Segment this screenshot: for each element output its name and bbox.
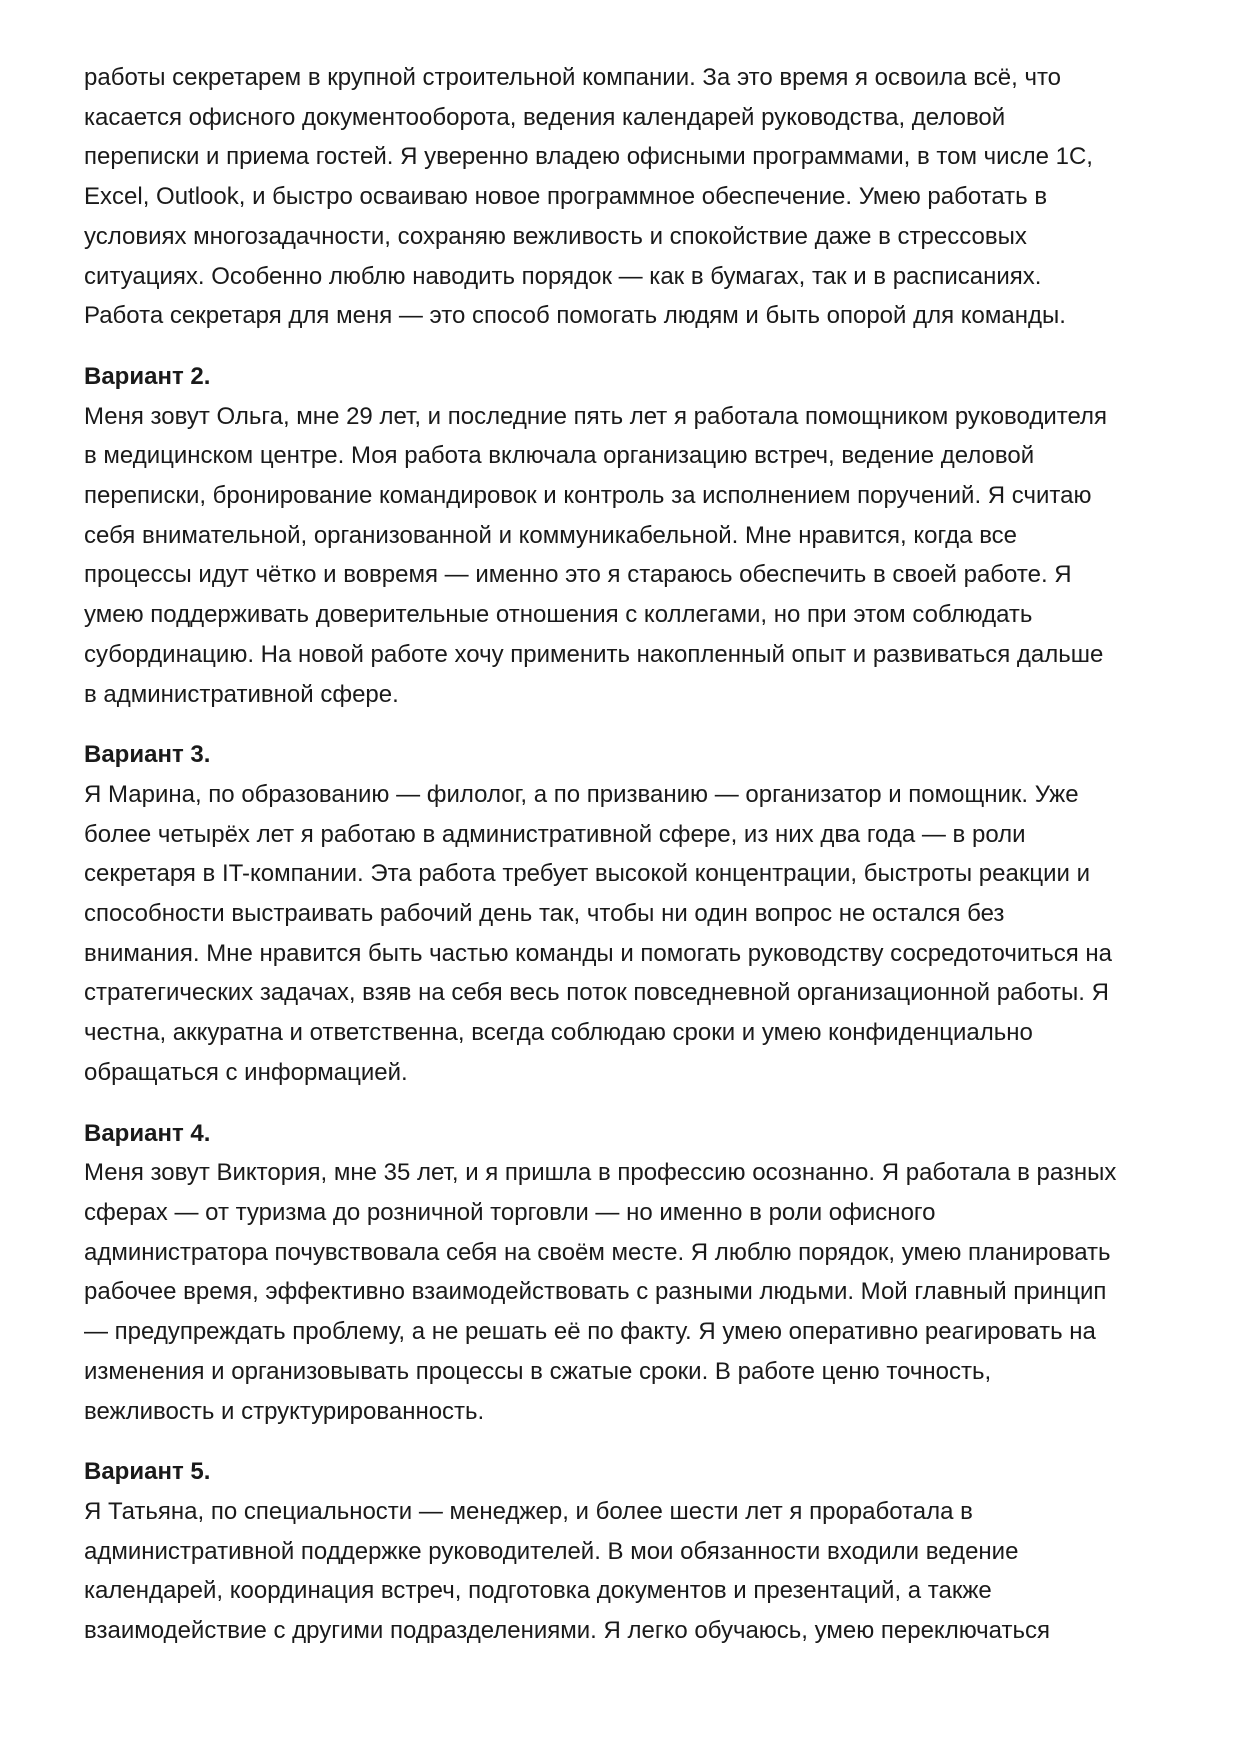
variant-3-section <box>84 735 1164 1092</box>
variant-heading: Вариант 4. <box>84 1119 211 1147</box>
paragraph-line: процессы идут чётко и вовремя — именно это я стараюсь обеспечить в своей работе. Я <box>84 561 1072 589</box>
paragraph-line: администратора почувствовала себя на своём месте. Я люблю порядок, умею планировать <box>84 1238 1111 1266</box>
paragraph-line: в медицинском центре. Моя работа включала организацию встреч, ведение деловой <box>84 442 1035 470</box>
paragraph-line: стратегических задачах, взяв на себя весь поток повседневной организационной работы. Я <box>84 979 1109 1007</box>
paragraph-line: внимания. Мне нравится быть частью команды и помогать руководству сосредоточиться на <box>84 939 1113 967</box>
variant-heading: Вариант 5. <box>84 1458 211 1486</box>
variant-heading: Вариант 3. <box>84 741 211 769</box>
document-page <box>84 58 1164 1651</box>
variant-4-section <box>84 1114 1164 1432</box>
paragraph-line: касается офисного документооборота, ведения календарей руководства, деловой <box>84 103 1006 131</box>
paragraph-line: сферах — от туризма до розничной торговли — но именно в роли офисного <box>84 1198 936 1226</box>
paragraph-line: Работа секретаря для меня — это способ помогать людям и быть опорой для команды. <box>84 302 1066 330</box>
paragraph-line: Меня зовут Виктория, мне 35 лет, и я пришла в профессию осознанно. Я работала в разных <box>84 1159 1117 1187</box>
paragraph-line: честна, аккуратна и ответственна, всегда соблюдаю сроки и умею конфиденциально <box>84 1019 1033 1047</box>
paragraph-line: взаимодействие с другими подразделениями. Я легко обучаюсь, умею переключаться <box>84 1617 1050 1645</box>
paragraph-line: Я Марина, по образованию — филолог, а по призванию — организатор и помощник. Уже <box>84 780 1079 808</box>
paragraph-line: переписки, бронирование командировок и контроль за исполнением поручений. Я считаю <box>84 482 1092 510</box>
paragraph-line: секретаря в IT-компании. Эта работа требует высокой концентрации, быстроты реакции и <box>84 860 1090 888</box>
paragraph-line: работы секретарем в крупной строительной компании. За это время я освоила всё, что <box>84 64 1062 91</box>
variant-2-section <box>84 357 1164 714</box>
paragraph-line: ситуациях. Особенно люблю наводить порядок — как в бумагах, так и в расписаниях. <box>84 262 1042 290</box>
paragraph-line: — предупреждать проблему, а не решать её по факту. Я умею оперативно реагировать на <box>84 1318 1096 1346</box>
paragraph-line: способности выстраивать рабочий день так, чтобы ни один вопрос не остался без <box>84 900 1005 928</box>
paragraph-line: в административной сфере. <box>84 680 399 708</box>
paragraph-line: обращаться с информацией. <box>84 1058 408 1086</box>
paragraph-line: переписки и приема гостей. Я уверенно владею офисными программами, в том числе 1С, <box>84 143 1093 171</box>
paragraph-line: вежливость и структурированность. <box>84 1397 485 1425</box>
paragraph-line: умею поддерживать доверительные отношения с коллегами, но при этом соблюдать <box>84 601 1033 629</box>
paragraph-line: условиях многозадачности, сохраняю вежливость и спокойствие даже в стрессовых <box>84 222 1027 250</box>
paragraph-line: административной поддержке руководителей. В мои обязанности входили ведение <box>84 1537 1019 1565</box>
paragraph-line: календарей, координация встреч, подготовка документов и презентаций, а также <box>84 1577 992 1605</box>
paragraph-line: изменения и организовывать процессы в сжатые сроки. В работе ценю точность, <box>84 1357 992 1385</box>
variant-5-section <box>84 1452 1164 1651</box>
paragraph-line: Excel, Outlook, и быстро осваиваю новое программное обеспечение. Умею работать в <box>84 183 1048 211</box>
paragraph-line: рабочее время, эффективно взаимодействовать с разными людьми. Мой главный принцип <box>84 1278 1107 1306</box>
variant-heading: Вариант 2. <box>84 362 211 390</box>
paragraph-line: себя внимательной, организованной и коммуникабельной. Мне нравится, когда все <box>84 521 1018 549</box>
intro-paragraph <box>84 58 1164 336</box>
paragraph-line: более четырёх лет я работаю в административной сфере, из них два года — в роли <box>84 820 1026 848</box>
paragraph-line: Меня зовут Ольга, мне 29 лет, и последние пять лет я работала помощником руководителя <box>84 402 1108 430</box>
paragraph-line: Я Татьяна, по специальности — менеджер, и более шести лет я проработала в <box>84 1497 973 1525</box>
paragraph-line: субординацию. На новой работе хочу применить накопленный опыт и развиваться дальше <box>84 640 1104 668</box>
